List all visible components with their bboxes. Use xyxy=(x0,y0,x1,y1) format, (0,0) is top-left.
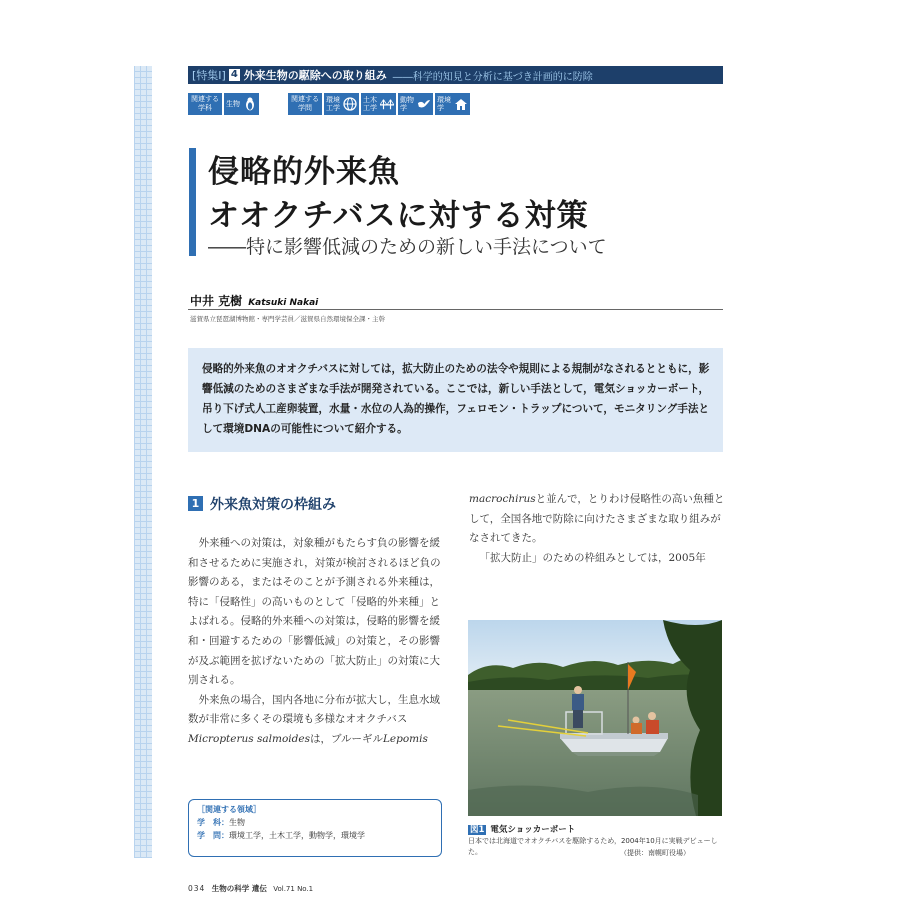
related-subject-key: 学 科： xyxy=(197,818,229,827)
author-roman-name: Katsuki Nakai xyxy=(248,298,319,308)
related-box-heading: ［関連する領域］ xyxy=(197,805,261,814)
species-name: macrochirus xyxy=(469,493,536,505)
subject-chip-biology xyxy=(224,93,259,115)
abstract-text: 侵略的外来魚のオオクチバスに対しては，拡大防止のための法令や規則による規制がなされるとともに，影響低減のためのさまざまな手法が開発されている。ここでは，新しい手法として，電気ショッカーボート，吊り下げ式人工産卵装置，水量・水位の人為的操作，フェロモン・トラップについて，モニタリング手法として環境DNAの可能性について紹介する。 xyxy=(202,363,710,435)
related-field-row xyxy=(197,829,433,842)
section-title: 外来魚対策の枠組み xyxy=(210,497,336,513)
related-subject-label: 関連する学科 xyxy=(188,93,222,115)
related-field-value: 環境工学，土木工学，動物学，環境学 xyxy=(229,831,365,840)
field-chip-label: 環境学 xyxy=(437,96,451,112)
feature-subtitle: ――科学的知見と分析に基づき計画的に防除 xyxy=(392,71,593,83)
feature-title: 外来生物の駆除への取り組み xyxy=(243,69,387,82)
article-title-line2: オオクチバスに対する対策 xyxy=(208,198,589,234)
bridge-icon xyxy=(380,97,394,111)
figure-title: 電気ショッカーボート xyxy=(490,825,576,835)
house-icon xyxy=(454,97,468,111)
feature-header-bar xyxy=(188,66,723,84)
body-paragraph: 外来種への対策は，対象種がもたらす負の影響を緩和させるために実施され，対策が検討されるほど負の影響のある，またはそのことが予測される外来種は，特に「侵略性」の高いものとして「侵略的外来種」とよばれる。侵略的外来種への対策は，侵略的影響を緩和・回避するための「影響低減」の対策と，その影響が及ぶ範囲を拡げないための「拡大防止」の対策に大別される。 xyxy=(188,537,441,687)
electrofishing-boat-photo xyxy=(468,620,722,816)
related-subject-value: 生物 xyxy=(229,818,245,827)
title-accent-bar xyxy=(189,148,196,256)
body-paragraph: 「拡大防止」のための枠組みとしては，2005年 xyxy=(479,551,706,564)
subject-chip-label: 生物 xyxy=(226,100,240,108)
related-field-label: 関連する学問 xyxy=(288,93,322,115)
author-affiliation: 滋賀県立琵琶湖博物館・専門学芸員／滋賀県自然環境保全課・主幹 xyxy=(190,315,385,323)
page-footer xyxy=(188,883,313,894)
bird-icon xyxy=(417,97,431,111)
species-name: Lepomis xyxy=(382,732,428,745)
body-column-left xyxy=(188,534,448,750)
margin-grid-strip xyxy=(134,66,152,858)
globe-icon xyxy=(343,97,357,111)
penguin-icon xyxy=(243,97,257,111)
field-chip-label: 環境工学 xyxy=(326,96,340,112)
section-number: 1 xyxy=(188,496,203,511)
article-subtitle: ――特に影響低減のための新しい手法について xyxy=(208,236,607,258)
related-field-badges xyxy=(288,92,470,116)
body-paragraph xyxy=(469,490,729,549)
related-field-key: 学 問： xyxy=(197,831,229,840)
journal-volume: Vol.71 No.1 xyxy=(273,885,314,893)
related-subject-row xyxy=(197,816,433,829)
figure-credit: （提供：南幌町役場） xyxy=(620,849,690,857)
field-chip-environmental-engineering xyxy=(324,93,359,115)
feature-number: 4 xyxy=(230,69,238,80)
field-chip-civil-engineering xyxy=(361,93,396,115)
author-divider xyxy=(188,309,723,310)
body-text: は，ブルーギル xyxy=(309,732,383,745)
species-name: Micropterus salmoides xyxy=(188,732,310,745)
abstract-box xyxy=(188,348,723,452)
field-chip-environmental-science xyxy=(435,93,470,115)
figure-label xyxy=(468,823,575,835)
feature-tag: [特集Ⅰ] xyxy=(192,69,226,82)
field-chip-label: 土木工学 xyxy=(363,96,377,112)
body-text: と並んで，とりわけ侵略性の高い魚種として，全国各地で防除に向けたさまざまな取り組みがなされてきた。 xyxy=(469,493,725,545)
body-column-right xyxy=(469,490,729,568)
author-name: 中井 克樹 xyxy=(190,294,243,308)
page-number: 034 xyxy=(188,884,206,893)
figure-number: 図1 xyxy=(470,825,485,835)
article-title-line1: 侵略的外来魚 xyxy=(208,154,400,190)
author-line xyxy=(190,292,318,309)
body-text: 外来魚の場合，国内各地に分布が拡大し，生息水域数が非常に多くその環境も多様なオオクチバス xyxy=(188,693,440,726)
related-subject-badges xyxy=(188,92,259,116)
related-fields-box xyxy=(188,799,442,857)
figure-caption: 日本では北海道でオオクチバスを駆除するため，2004年10月に実戦デビューした。 xyxy=(468,837,718,856)
field-chip-zoology xyxy=(398,93,433,115)
journal-name: 生物の科学 遺伝 xyxy=(211,884,267,893)
body-paragraph xyxy=(188,691,448,750)
field-chip-label: 動物学 xyxy=(400,96,414,112)
